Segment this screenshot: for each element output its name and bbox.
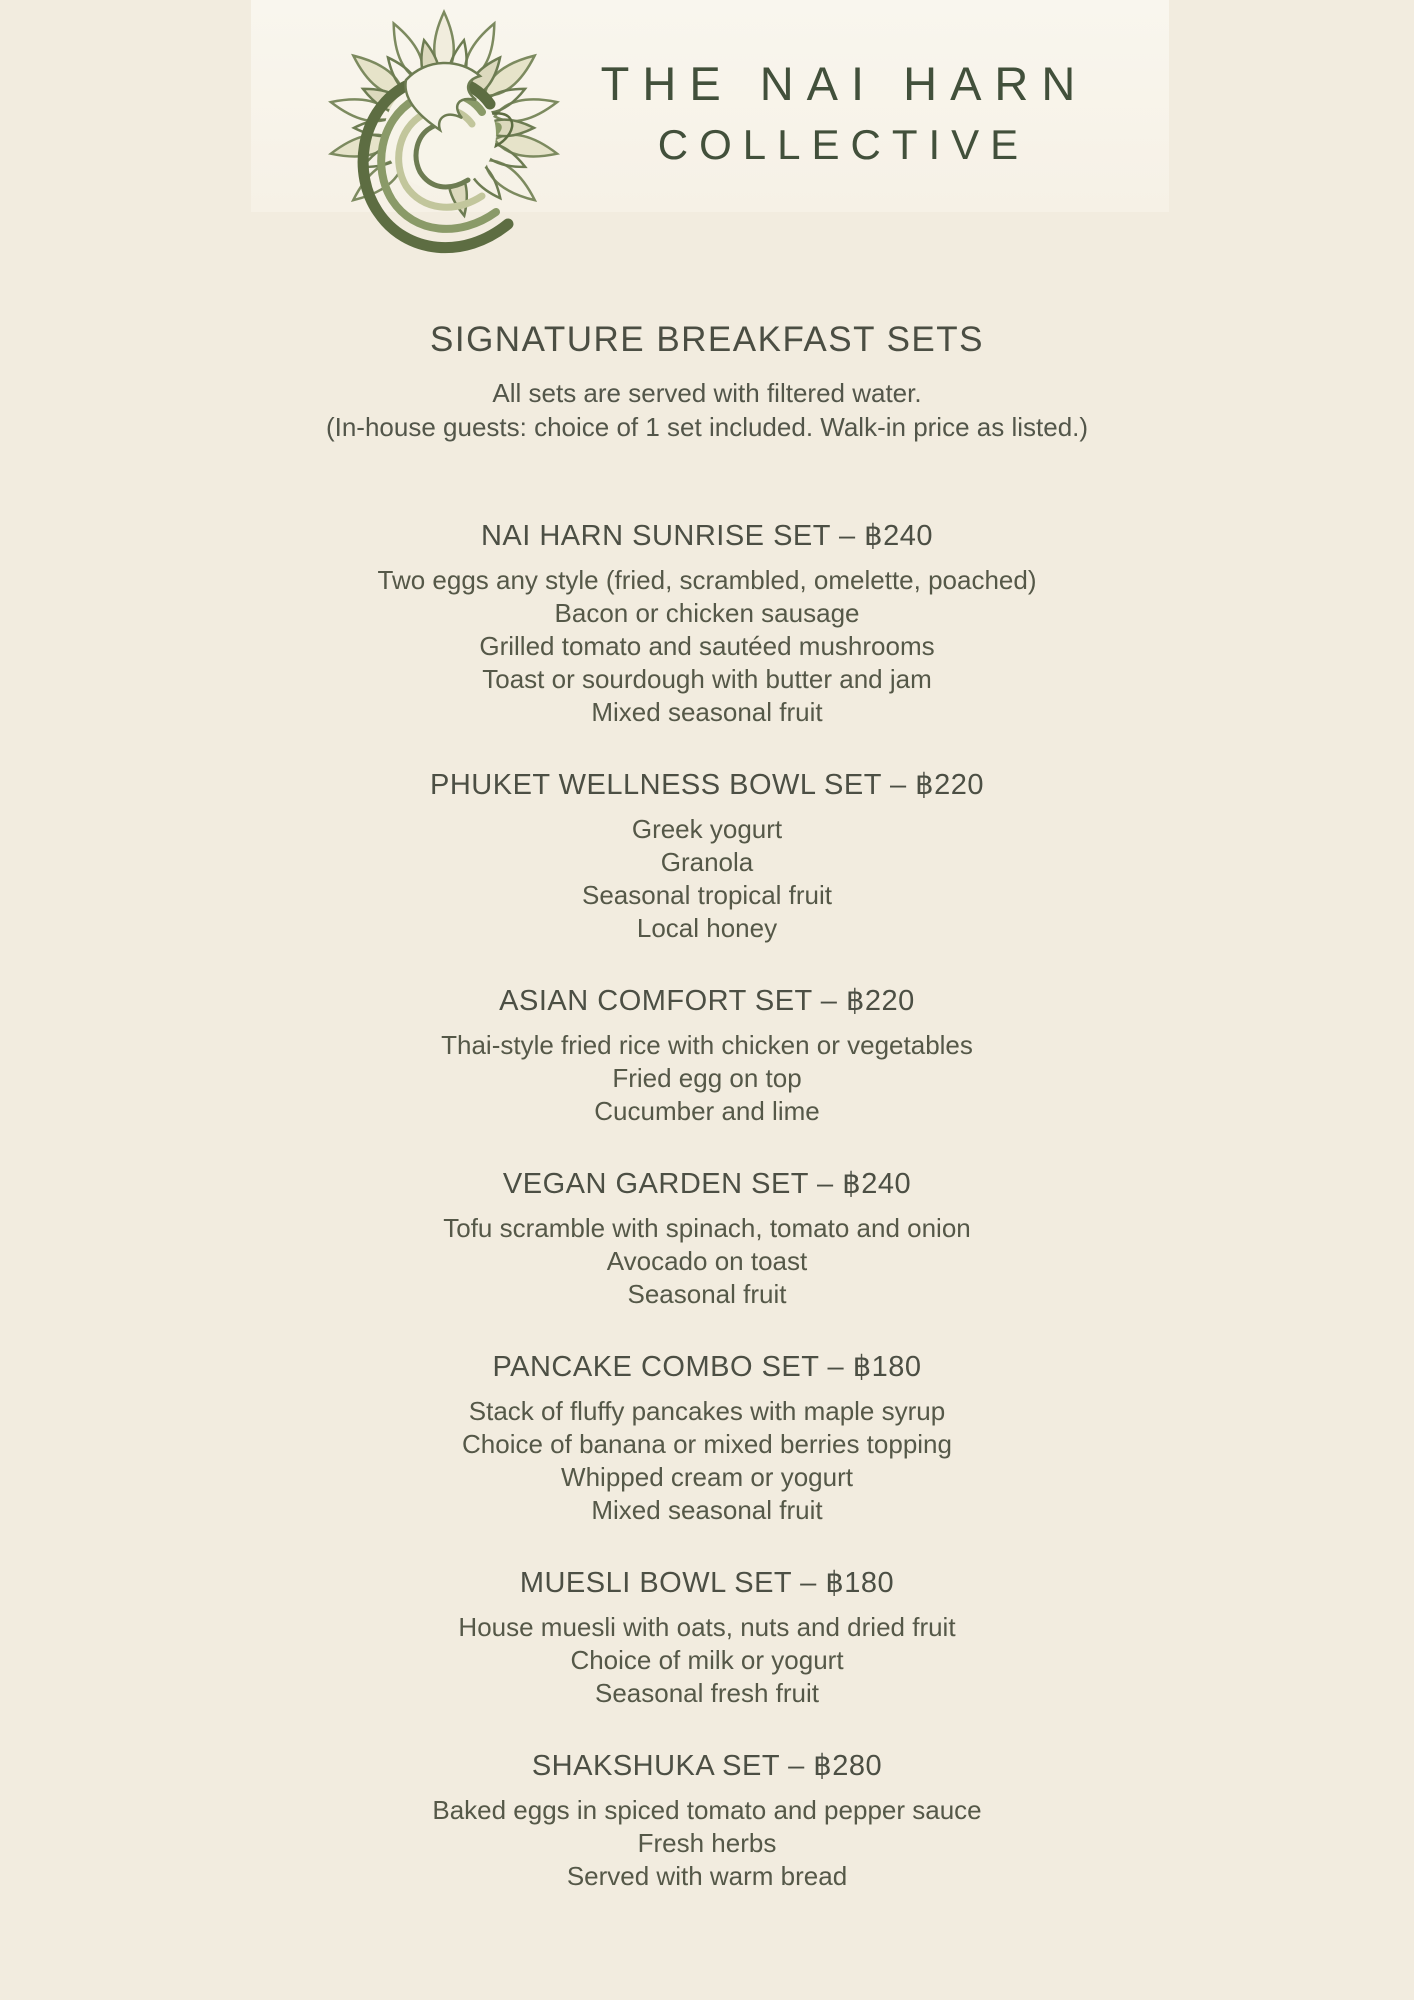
menu-sections (0, 518, 1414, 1893)
menu-section-items (0, 813, 1414, 945)
menu-item-line: Served with warm bread (566, 1861, 848, 1891)
menu-item-line: Avocado on toast (606, 1246, 808, 1276)
menu-section (0, 1565, 1414, 1710)
menu-item-line: Granola (660, 847, 754, 877)
menu-section-heading: MUESLI BOWL SET – ฿180 (519, 1567, 895, 1599)
menu-section (0, 1349, 1414, 1527)
menu-section-items (0, 564, 1414, 729)
menu-section-items (0, 1794, 1414, 1893)
menu-note-1: All sets are served with filtered water. (492, 378, 922, 408)
menu-item-line: Fried egg on top (612, 1063, 802, 1093)
menu-item-line: Thai-style fried rice with chicken or vegetables (441, 1030, 973, 1060)
menu-column (0, 320, 1414, 1893)
menu-item-line: Cucumber and lime (594, 1096, 820, 1126)
brand-name-line2: COLLECTIVE (657, 121, 1030, 168)
wave-mandala-icon (326, 4, 562, 266)
menu-item-line: Seasonal tropical fruit (581, 880, 833, 910)
menu-item-line: Two eggs any style (fried, scrambled, omelette, poached) (377, 565, 1037, 595)
menu-item-line: House muesli with oats, nuts and dried fruit (458, 1612, 956, 1642)
menu-section (0, 983, 1414, 1128)
menu-item-line: Grilled tomato and sautéed mushrooms (479, 631, 935, 661)
menu-item-line: Stack of fluffy pancakes with maple syrup (468, 1396, 946, 1426)
menu-section (0, 767, 1414, 945)
menu-section-items (0, 1029, 1414, 1128)
menu-section-heading: VEGAN GARDEN SET – ฿240 (502, 1168, 912, 1200)
menu-item-line: Choice of banana or mixed berries topping (462, 1429, 952, 1459)
menu-section-heading: SHAKSHUKA SET – ฿280 (531, 1750, 883, 1782)
menu-item-line: Seasonal fruit (627, 1279, 787, 1309)
menu-section (0, 518, 1414, 729)
menu-section-items (0, 1611, 1414, 1710)
menu-item-line: Tofu scramble with spinach, tomato and onion (443, 1213, 971, 1243)
menu-section-heading: PANCAKE COMBO SET – ฿180 (492, 1351, 922, 1383)
brand-name-line1: THE NAI HARN (600, 57, 1089, 110)
menu-section-items (0, 1395, 1414, 1527)
menu-item-line: Baked eggs in spiced tomato and pepper sauce (432, 1795, 982, 1825)
brand-name (588, 56, 1089, 169)
menu-item-line: Fresh herbs (637, 1828, 777, 1858)
menu-item-line: Greek yogurt (631, 814, 783, 844)
menu-item-line: Bacon or chicken sausage (554, 598, 860, 628)
menu-item-line: Local honey (636, 913, 778, 943)
header-content (0, 0, 1414, 266)
menu-item-line: Seasonal fresh fruit (594, 1678, 819, 1708)
menu-item-line: Mixed seasonal fruit (591, 1495, 823, 1525)
menu-section-heading: NAI HARN SUNRISE SET – ฿240 (480, 520, 934, 552)
menu-item-line: Whipped cream or yogurt (561, 1462, 853, 1492)
menu-section-items (0, 1212, 1414, 1311)
menu-section-heading: PHUKET WELLNESS BOWL SET – ฿220 (430, 769, 984, 801)
menu-section (0, 1748, 1414, 1893)
menu-item-line: Choice of milk or yogurt (570, 1645, 844, 1675)
menu-item-line: Toast or sourdough with butter and jam (482, 664, 932, 694)
menu-section (0, 1166, 1414, 1311)
menu-title: SIGNATURE BREAKFAST SETS (430, 320, 984, 359)
menu-note-2: (In-house guests: choice of 1 set included. Walk-in price as listed.) (325, 412, 1089, 442)
menu-section-heading: ASIAN COMFORT SET – ฿220 (499, 985, 915, 1017)
header (0, 0, 1414, 274)
menu-item-line: Mixed seasonal fruit (591, 697, 823, 727)
